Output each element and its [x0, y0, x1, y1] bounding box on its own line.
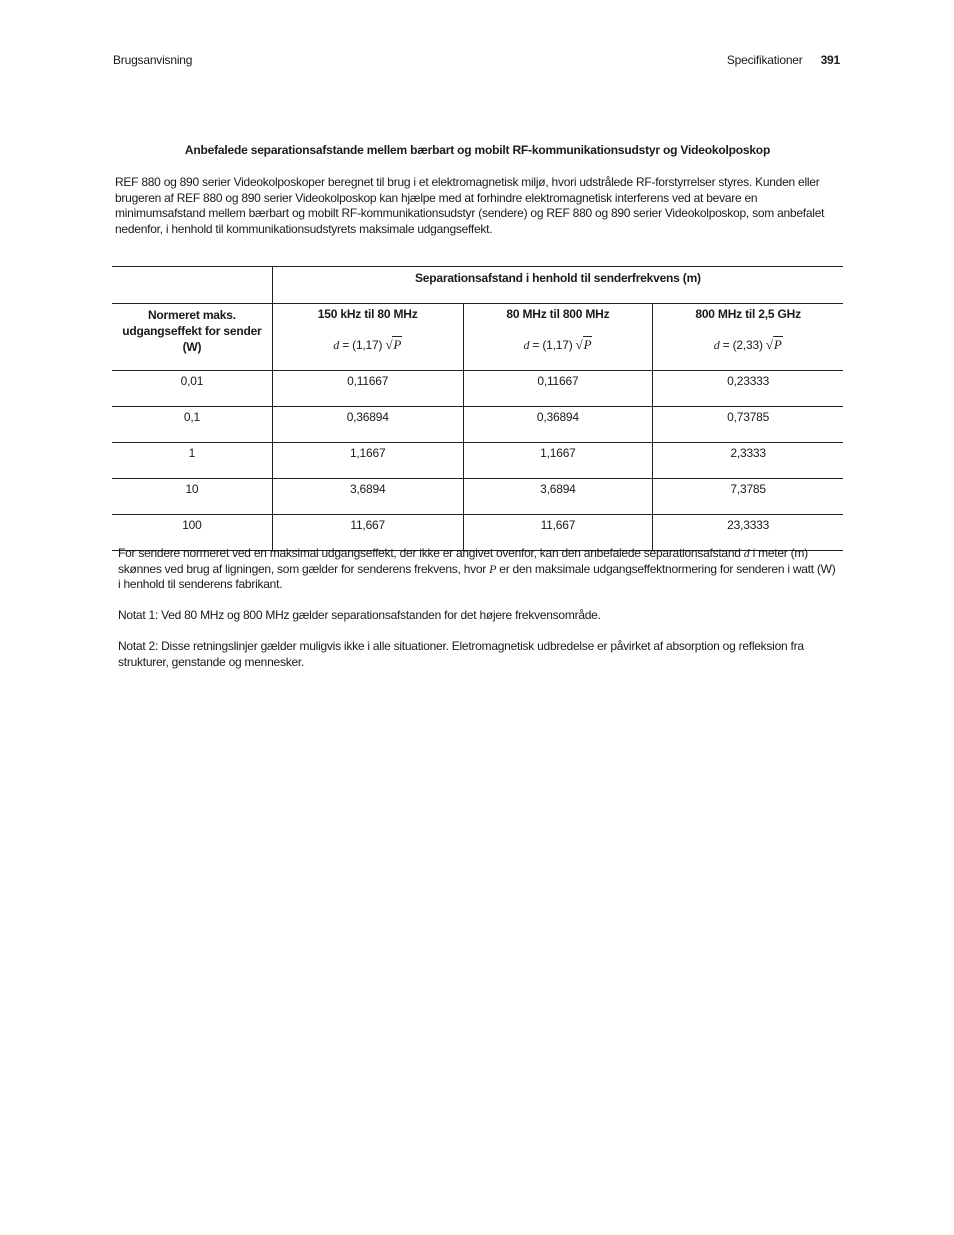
table-row — [112, 371, 843, 407]
table-cell: 11,667 — [272, 515, 463, 551]
formula-coefficient: = (1,17) — [339, 338, 386, 352]
footnote-text: i meter (m) skønnes ved brug af ligningen, som gælder for senderens frekvens, hvor — [118, 546, 808, 576]
table-cell: 1 — [112, 443, 272, 479]
distance-formula — [273, 337, 463, 353]
note-2: Notat 2: Disse retningslinjer gælder muligvis ikke i alle situationer. Eletromagnetisk udbredelse er påvirket af absorption og refleksion fra strukturer, genstande og mennesker. — [118, 639, 804, 669]
freq-range-label: 150 kHz til 80 MHz — [317, 307, 418, 321]
formula-p: P — [583, 337, 592, 352]
table-cell: 3,6894 — [463, 479, 653, 515]
section-name: Specifikationer — [726, 53, 803, 67]
table-cell: 23,3333 — [653, 515, 843, 551]
freq-range-label: 80 MHz til 800 MHz — [506, 307, 610, 321]
formula-p: P — [773, 337, 782, 352]
footnote-paragraph — [118, 546, 840, 593]
distance-formula — [653, 337, 843, 353]
sqrt-symbol: √P — [765, 337, 782, 352]
table-cell: 0,36894 — [272, 407, 463, 443]
freq-column-header — [272, 304, 463, 371]
footnote-variable-d: d — [743, 546, 750, 560]
span-header: Separationsafstand i henhold til senderfrekvens (m) — [272, 267, 843, 304]
page-number: 391 — [820, 53, 840, 67]
table-cell: 0,11667 — [272, 371, 463, 407]
formula-d: d — [333, 338, 340, 352]
running-header-title: Brugsanvisning — [113, 53, 193, 67]
formula-coefficient: = (1,17) — [529, 338, 576, 352]
table-cell: 11,667 — [463, 515, 653, 551]
table-cell: 0,73785 — [653, 407, 843, 443]
table-cell: 7,3785 — [653, 479, 843, 515]
footnote-text: For sendere normeret ved en maksimal udgangseffekt, der ikke er angivet ovenfor, kan den anbefalede separationsafstand — [118, 546, 744, 560]
footnote-text: er den maksimale udgangseffektnormering for senderen i watt (W) i henhold til senderens fabrikant. — [118, 561, 836, 591]
sqrt-symbol: √P — [575, 337, 592, 352]
table-header-row — [112, 267, 843, 304]
freq-range-label: 800 MHz til 2,5 GHz — [695, 307, 801, 321]
formula-d: d — [523, 338, 530, 352]
table-row — [112, 407, 843, 443]
separation-distance-table — [112, 266, 843, 551]
intro-paragraph: REF 880 og 890 serier Videokolposkoper beregnet til brug i et elektromagnetisk miljø, hvori udstrålede RF-forstyrrelser styres. Kunden eller brugeren af REF 880 og 890 serier Videokolposkop kan hjælpe med at forhindre elektromagnetisk interferens ved at bevare en minimumsafstand mellem bærbart og mobilt RF-kommunikationsudstyr (sendere) og REF 880 og 890 serier Videokolposkop, som anbefalet nedenfor, i henhold til kommunikationsudstyrets maksimale udgangseffekt. — [115, 175, 825, 236]
table-cell: 0,23333 — [653, 371, 843, 407]
table-cell: 0,1 — [112, 407, 272, 443]
table-cell: 1,1667 — [272, 443, 463, 479]
note-1: Notat 1: Ved 80 MHz og 800 MHz gælder separationsafstanden for det højere frekvensområde. — [118, 608, 601, 622]
empty-corner-cell — [112, 267, 272, 304]
power-header-line: Normeret maks. — [147, 308, 236, 322]
table-cell: 2,3333 — [653, 443, 843, 479]
table-cell: 100 — [112, 515, 272, 551]
formula-d: d — [713, 338, 720, 352]
table-subheader-row — [112, 304, 843, 371]
power-header-line: udgangseffekt for sender — [122, 324, 262, 338]
freq-column-header — [463, 304, 653, 371]
sqrt-symbol: √P — [385, 337, 402, 352]
power-header-line: (W) — [182, 340, 202, 354]
freq-column-header — [653, 304, 843, 371]
table-row — [112, 479, 843, 515]
table-cell: 0,36894 — [463, 407, 653, 443]
formula-p: P — [393, 337, 402, 352]
table-cell: 0,01 — [112, 371, 272, 407]
table-row — [112, 443, 843, 479]
distance-formula — [464, 337, 653, 353]
power-column-header — [112, 304, 272, 371]
running-header-section — [727, 53, 840, 67]
table-cell: 10 — [112, 479, 272, 515]
table-cell: 1,1667 — [463, 443, 653, 479]
formula-coefficient: = (2,33) — [719, 338, 766, 352]
table-cell: 0,11667 — [463, 371, 653, 407]
table-title: Anbefalede separationsafstande mellem bærbart og mobilt RF-kommunikationsudstyr og Videokolposkop — [184, 143, 771, 157]
footnote-variable-p: P — [489, 561, 497, 576]
table-cell: 3,6894 — [272, 479, 463, 515]
